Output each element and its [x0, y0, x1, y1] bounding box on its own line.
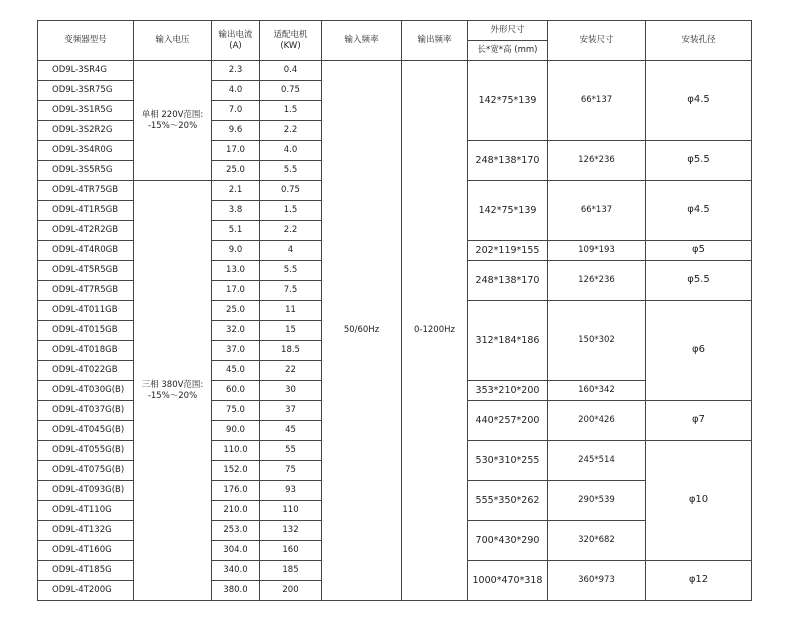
model-cell: OD9L-4T045G(B): [38, 421, 134, 441]
model-cell: OD9L-4T160G: [38, 541, 134, 561]
output-current-cell: 13.0: [212, 261, 260, 281]
table-body: [38, 61, 752, 601]
output-current-cell: 37.0: [212, 341, 260, 361]
header-output-freq: 输出频率: [402, 21, 468, 61]
motor-kw-cell: 22: [260, 361, 322, 381]
header-motor: 适配电机 (KW): [260, 21, 322, 61]
model-cell: OD9L-4T5R5GB: [38, 261, 134, 281]
dimensions-cell: 530*310*255: [468, 441, 548, 481]
header-input-voltage: 输入电压: [134, 21, 212, 61]
spec-table: [37, 20, 752, 601]
model-cell: OD9L-4T2R2GB: [38, 221, 134, 241]
mount-size-cell: 66*137: [548, 181, 646, 241]
dimensions-cell: 248*138*170: [468, 141, 548, 181]
table-header: [38, 21, 752, 61]
motor-kw-cell: 30: [260, 381, 322, 401]
motor-kw-cell: 0.75: [260, 181, 322, 201]
model-cell: OD9L-4TR75GB: [38, 181, 134, 201]
output-current-cell: 2.1: [212, 181, 260, 201]
mount-hole-cell: φ5.5: [646, 261, 752, 301]
model-cell: OD9L-4T022GB: [38, 361, 134, 381]
table-row: [38, 61, 752, 81]
output-current-cell: 25.0: [212, 161, 260, 181]
motor-kw-cell: 1.5: [260, 101, 322, 121]
model-cell: OD9L-4T075G(B): [38, 461, 134, 481]
output-current-cell: 60.0: [212, 381, 260, 401]
mount-size-cell: 360*973: [548, 561, 646, 601]
output-current-cell: 253.0: [212, 521, 260, 541]
motor-kw-cell: 5.5: [260, 161, 322, 181]
header-model: 变频器型号: [38, 21, 134, 61]
mount-hole-cell: φ4.5: [646, 61, 752, 141]
dimensions-cell: 142*75*139: [468, 61, 548, 141]
output-current-cell: 90.0: [212, 421, 260, 441]
header-output-current: 输出电流 (A): [212, 21, 260, 61]
model-cell: OD9L-4T030G(B): [38, 381, 134, 401]
mount-size-cell: 126*236: [548, 261, 646, 301]
model-cell: OD9L-4T055G(B): [38, 441, 134, 461]
output-current-cell: 9.0: [212, 241, 260, 261]
motor-kw-cell: 4.0: [260, 141, 322, 161]
output-current-cell: 75.0: [212, 401, 260, 421]
header-input-freq: 输入频率: [322, 21, 402, 61]
output-current-cell: 32.0: [212, 321, 260, 341]
motor-kw-cell: 0.4: [260, 61, 322, 81]
model-cell: OD9L-3S4R0G: [38, 141, 134, 161]
motor-kw-cell: 5.5: [260, 261, 322, 281]
output-current-cell: 176.0: [212, 481, 260, 501]
output-current-cell: 340.0: [212, 561, 260, 581]
model-cell: OD9L-4T015GB: [38, 321, 134, 341]
model-cell: OD9L-4T7R5GB: [38, 281, 134, 301]
motor-kw-cell: 93: [260, 481, 322, 501]
motor-kw-cell: 7.5: [260, 281, 322, 301]
mount-hole-cell: φ5.5: [646, 141, 752, 181]
model-cell: OD9L-4T018GB: [38, 341, 134, 361]
motor-kw-cell: 0.75: [260, 81, 322, 101]
mount-size-cell: 200*426: [548, 401, 646, 441]
mount-size-cell: 290*539: [548, 481, 646, 521]
model-cell: OD9L-4T1R5GB: [38, 201, 134, 221]
mount-size-cell: 245*514: [548, 441, 646, 481]
model-cell: OD9L-4T185G: [38, 561, 134, 581]
output-current-cell: 25.0: [212, 301, 260, 321]
motor-kw-cell: 185: [260, 561, 322, 581]
model-cell: OD9L-4T200G: [38, 581, 134, 601]
output-current-cell: 5.1: [212, 221, 260, 241]
model-cell: OD9L-3SR75G: [38, 81, 134, 101]
mount-hole-cell: φ12: [646, 561, 752, 601]
output-current-cell: 380.0: [212, 581, 260, 601]
header-dimensions-sub: 长*宽*高 (mm): [468, 41, 548, 61]
dimensions-cell: 700*430*290: [468, 521, 548, 561]
voltage-range-cell: 三相 380V范围: -15%～20%: [134, 181, 212, 601]
output-current-cell: 3.8: [212, 201, 260, 221]
model-cell: OD9L-3S5R5G: [38, 161, 134, 181]
model-cell: OD9L-3S1R5G: [38, 101, 134, 121]
header-dimensions: 外形尺寸: [468, 21, 548, 41]
mount-hole-cell: φ4.5: [646, 181, 752, 241]
mount-hole-cell: φ7: [646, 401, 752, 441]
dimensions-cell: 142*75*139: [468, 181, 548, 241]
motor-kw-cell: 160: [260, 541, 322, 561]
header-mount-size: 安装尺寸: [548, 21, 646, 61]
model-cell: OD9L-3SR4G: [38, 61, 134, 81]
mount-hole-cell: φ6: [646, 301, 752, 401]
dimensions-cell: 1000*470*318: [468, 561, 548, 601]
mount-size-cell: 320*682: [548, 521, 646, 561]
mount-size-cell: 150*302: [548, 301, 646, 381]
output-current-cell: 110.0: [212, 441, 260, 461]
model-cell: OD9L-4T132G: [38, 521, 134, 541]
model-cell: OD9L-4T4R0GB: [38, 241, 134, 261]
motor-kw-cell: 15: [260, 321, 322, 341]
model-cell: OD9L-4T037G(B): [38, 401, 134, 421]
header-mount-hole: 安装孔径: [646, 21, 752, 61]
dimensions-cell: 248*138*170: [468, 261, 548, 301]
motor-kw-cell: 2.2: [260, 121, 322, 141]
motor-kw-cell: 11: [260, 301, 322, 321]
motor-kw-cell: 4: [260, 241, 322, 261]
output-current-cell: 210.0: [212, 501, 260, 521]
voltage-range-cell: 单相 220V范围: -15%～20%: [134, 61, 212, 181]
motor-kw-cell: 110: [260, 501, 322, 521]
motor-kw-cell: 75: [260, 461, 322, 481]
motor-kw-cell: 2.2: [260, 221, 322, 241]
input-freq-cell: 50/60Hz: [322, 61, 402, 601]
output-current-cell: 304.0: [212, 541, 260, 561]
mount-hole-cell: φ5: [646, 241, 752, 261]
model-cell: OD9L-3S2R2G: [38, 121, 134, 141]
motor-kw-cell: 1.5: [260, 201, 322, 221]
mount-size-cell: 160*342: [548, 381, 646, 401]
mount-hole-cell: φ10: [646, 441, 752, 561]
model-cell: OD9L-4T093G(B): [38, 481, 134, 501]
output-current-cell: 17.0: [212, 281, 260, 301]
motor-kw-cell: 200: [260, 581, 322, 601]
dimensions-cell: 353*210*200: [468, 381, 548, 401]
motor-kw-cell: 45: [260, 421, 322, 441]
motor-kw-cell: 132: [260, 521, 322, 541]
output-current-cell: 17.0: [212, 141, 260, 161]
motor-kw-cell: 55: [260, 441, 322, 461]
output-current-cell: 9.6: [212, 121, 260, 141]
mount-size-cell: 109*193: [548, 241, 646, 261]
dimensions-cell: 555*350*262: [468, 481, 548, 521]
motor-kw-cell: 18.5: [260, 341, 322, 361]
output-current-cell: 2.3: [212, 61, 260, 81]
output-current-cell: 45.0: [212, 361, 260, 381]
mount-size-cell: 126*236: [548, 141, 646, 181]
output-freq-cell: 0-1200Hz: [402, 61, 468, 601]
output-current-cell: 4.0: [212, 81, 260, 101]
motor-kw-cell: 37: [260, 401, 322, 421]
output-current-cell: 7.0: [212, 101, 260, 121]
mount-size-cell: 66*137: [548, 61, 646, 141]
dimensions-cell: 440*257*200: [468, 401, 548, 441]
model-cell: OD9L-4T011GB: [38, 301, 134, 321]
model-cell: OD9L-4T110G: [38, 501, 134, 521]
dimensions-cell: 312*184*186: [468, 301, 548, 381]
output-current-cell: 152.0: [212, 461, 260, 481]
dimensions-cell: 202*119*155: [468, 241, 548, 261]
